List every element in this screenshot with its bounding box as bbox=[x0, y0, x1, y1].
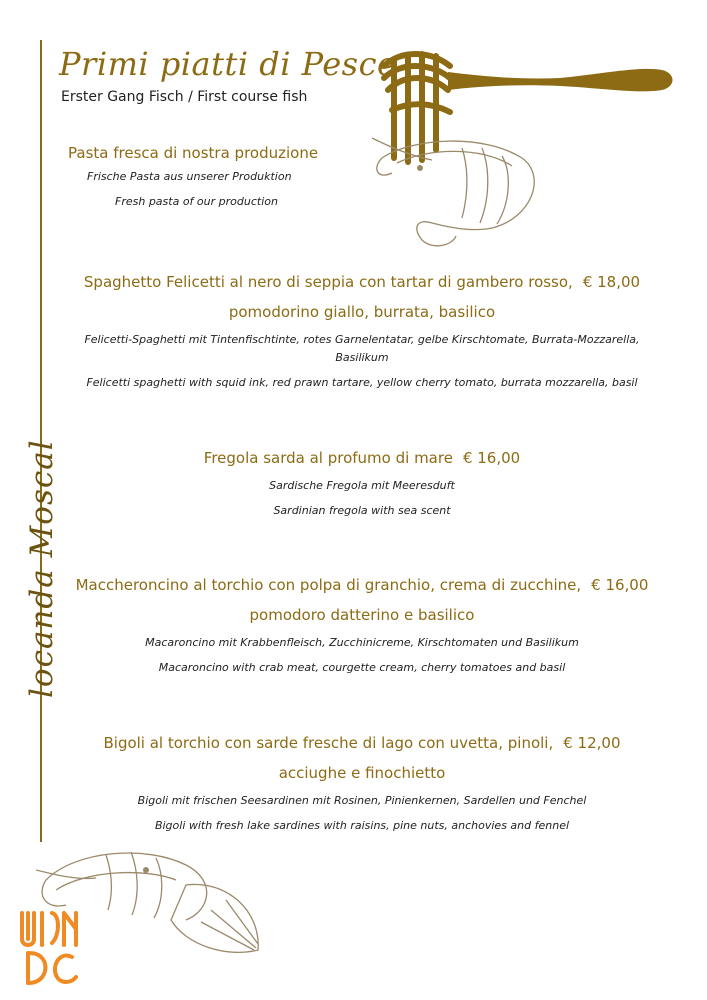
restaurant-logo-icon bbox=[14, 905, 84, 990]
dish-name-line2: pomodoro datterino e basilico bbox=[249, 606, 475, 624]
page-title: Primi piatti di Pesce bbox=[59, 45, 397, 83]
dish-name-line1 bbox=[52, 728, 672, 758]
menu-item bbox=[52, 443, 672, 520]
intro-german: Frische Pasta aus unserer Produktion bbox=[87, 170, 292, 183]
dish-description-german: Sardische Fregola mit Meeresduft bbox=[269, 479, 455, 492]
menu-item bbox=[52, 728, 672, 835]
dish-price: € 12,00 bbox=[563, 734, 621, 752]
intro-english: Fresh pasta of our production bbox=[115, 195, 278, 208]
dish-name-line1 bbox=[52, 570, 672, 600]
dish-description-german: Bigoli mit frischen Seesardinen mit Rosinen, Pinienkernen, Sardellen und Fenchel bbox=[137, 794, 587, 807]
dish-description-english: Felicetti spaghetti with squid ink, red prawn tartare, yellow cherry tomato, burrata mozzarella, basil bbox=[86, 376, 638, 389]
page-subtitle: Erster Gang Fisch / First course fish bbox=[61, 89, 308, 105]
dish-name-line1 bbox=[52, 443, 672, 473]
dish-description-english: Macaroncino with crab meat, courgette cream, cherry tomatoes and basil bbox=[158, 661, 566, 674]
dish-name-line2: pomodorino giallo, burrata, basilico bbox=[228, 303, 496, 321]
dish-price: € 16,00 bbox=[462, 449, 521, 467]
dish-description-german: Felicetti-Spaghetti mit Tintenfischtinte, rotes Garnelentatar, gelbe Kirschtomate, Burrata-Mozzarella, Basilikum bbox=[84, 333, 640, 364]
shrimp-illustration bbox=[372, 118, 552, 258]
dish-description-english: Bigoli with fresh lake sardines with raisins, pine nuts, anchovies and fennel bbox=[154, 819, 570, 832]
menu-item bbox=[52, 267, 672, 392]
dish-name: Spaghetto Felicetti al nero di seppia con tartar di gambero rosso, bbox=[83, 273, 573, 291]
menu-item bbox=[52, 570, 672, 677]
intro-italian: Pasta fresca di nostra produzione bbox=[68, 144, 319, 162]
dish-name: Maccheroncino al torchio con polpa di granchio, crema di zucchine, bbox=[75, 576, 582, 594]
dish-name: Bigoli al torchio con sarde fresche di lago con uvetta, pinoli, bbox=[103, 734, 554, 752]
dish-price: € 16,00 bbox=[591, 576, 649, 594]
dish-description-english: Sardinian fregola with sea scent bbox=[273, 504, 451, 517]
dish-price: € 18,00 bbox=[582, 273, 641, 291]
dish-name: Fregola sarda al profumo di mare bbox=[203, 449, 453, 467]
dish-description-german: Macaroncino mit Krabbenfleisch, Zucchinicreme, Kirschtomaten und Basilikum bbox=[145, 636, 579, 649]
dish-name-line1 bbox=[52, 267, 672, 297]
side-brand: locanda Moscal bbox=[24, 439, 60, 698]
dish-name-line2: acciughe e finochietto bbox=[278, 764, 446, 782]
